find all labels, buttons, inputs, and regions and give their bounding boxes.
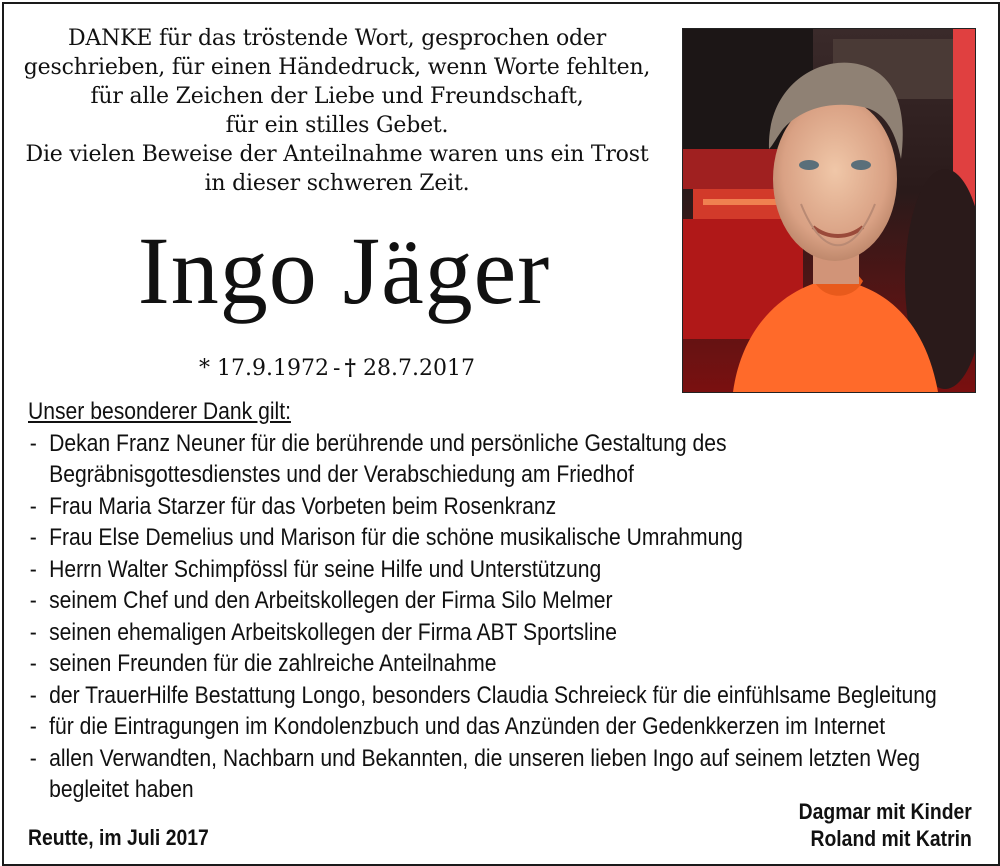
signatures (799, 798, 972, 852)
list-item-text: für die Eintragungen im Kondolenzbuch und das Anzünden der Gedenkkerzen im Internet (49, 713, 886, 740)
intro-line: für alle Zeichen der Liebe und Freundschaft, (90, 84, 584, 109)
list-item-text: Herrn Walter Schimpfössl für seine Hilfe und Unterstützung (49, 555, 602, 583)
list-item-text: seinem Chef und den Arbeitskollegen der Firma Silo Melmer (49, 587, 613, 614)
list-item-text: Frau Maria Starzer für das Vorbeten beim Rosenkranz (49, 492, 557, 520)
list-item (28, 522, 873, 554)
obituary-card (2, 2, 1000, 866)
list-dash: - (29, 713, 37, 740)
list-item-text: der TrauerHilfe Bestattung Longo, besonders Claudia Schreieck für die einfühlsame Begleitung (49, 681, 937, 709)
thanks-list (28, 428, 937, 806)
life-dates (12, 354, 662, 383)
intro-line: für ein stilles Gebet. (225, 113, 449, 138)
birth-date: 17.9.1972 (217, 356, 330, 381)
list-item-text: Frau Else Demelius und Marison für die schöne musikalische Umrahmung (49, 524, 743, 551)
list-item (28, 617, 873, 649)
list-item (28, 428, 873, 491)
date-separator: - (333, 356, 341, 381)
signature-line: Roland mit Katrin (810, 826, 972, 851)
list-item (28, 743, 920, 806)
death-date: 28.7.2017 (362, 356, 475, 381)
list-dash: - (29, 681, 37, 709)
birth-symbol: * (199, 356, 211, 381)
signature-line: Dagmar mit Kinder (798, 799, 972, 824)
list-item-text: Dekan Franz Neuner für die berührende und persönliche Gestaltung des (49, 429, 727, 457)
deceased-name: Ingo Jäger (137, 217, 551, 324)
list-item (28, 680, 937, 712)
list-dash: - (29, 555, 37, 583)
thanks-heading: Unser besonderer Dank gilt: (28, 398, 291, 425)
cross-icon: † (344, 355, 356, 381)
list-item-text: allen Verwandten, Nachbarn und Bekannten, die unseren lieben Ingo auf seinem letzten Weg (49, 744, 920, 772)
thanks-section (28, 396, 937, 806)
list-dash: - (29, 744, 37, 772)
list-item (28, 648, 873, 680)
portrait-photo (682, 28, 976, 393)
intro-line: DANKE für das tröstende Wort, gesprochen oder (67, 26, 607, 51)
list-dash: - (29, 429, 37, 457)
list-dash: - (29, 524, 37, 551)
list-item-text: begleitet haben (49, 776, 194, 803)
list-item (28, 585, 873, 617)
list-item-text: seinen Freunden für die zahlreiche Anteilnahme (49, 650, 497, 677)
list-item (28, 711, 886, 743)
list-item (28, 491, 873, 523)
intro-line: geschrieben, für einen Händedruck, wenn Worte fehlten, (23, 55, 651, 80)
list-dash: - (29, 618, 37, 646)
intro-line: in dieser schweren Zeit. (204, 171, 470, 196)
list-dash: - (29, 587, 37, 614)
place-date: Reutte, im Juli 2017 (28, 825, 209, 850)
list-item (28, 554, 873, 586)
intro-text (12, 24, 662, 198)
list-item-text: Begräbnisgottesdienstes und der Verabschiedung am Friedhof (49, 461, 634, 488)
list-dash: - (29, 492, 37, 520)
intro-line: Die vielen Beweise der Anteilnahme waren uns ein Trost (25, 142, 649, 167)
list-item-text: seinen ehemaligen Arbeitskollegen der Firma ABT Sportsline (49, 618, 617, 646)
list-dash: - (29, 650, 37, 677)
